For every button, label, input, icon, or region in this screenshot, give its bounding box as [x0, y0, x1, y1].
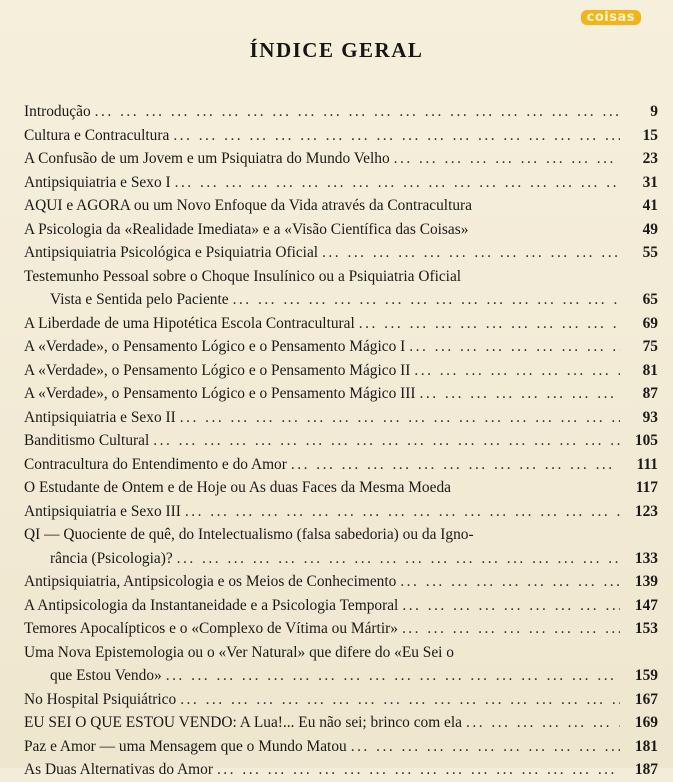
toc-entry-title: A «Verdade», o Pensamento Lógico e o Pensamento Mágico III — [24, 385, 416, 402]
toc-entry-title: Contracultura do Entendimento e do Amor — [24, 455, 287, 473]
toc-entry — [24, 735, 658, 759]
toc-entry-title: A Psicologia da «Realidade Imediata» e a «Visão Científica das Coisas» — [24, 220, 469, 238]
toc-entry-title: Uma Nova Epistemologia ou o «Ver Natural» que difere do «Eu Sei o — [24, 643, 454, 661]
dot-leader — [390, 147, 620, 171]
toc-page-number: 169 — [634, 714, 658, 731]
toc-page-number: 87 — [642, 385, 658, 402]
toc-entry — [24, 453, 658, 477]
toc-page-number: 41 — [642, 197, 658, 214]
toc-entry-title: As Duas Alternativas do Amor — [24, 761, 213, 778]
toc-entry — [24, 617, 658, 641]
toc-entry-title: No Hospital Psiquiátrico — [24, 690, 177, 708]
dot-leader — [173, 547, 620, 571]
toc-entry — [24, 124, 658, 148]
toc-entry — [24, 312, 658, 336]
toc-entry — [24, 335, 658, 359]
toc-page-number: 111 — [636, 455, 658, 473]
dot-leader — [149, 429, 620, 453]
toc-page-number: 15 — [642, 126, 658, 144]
dot-leader — [169, 124, 620, 148]
dot-leader — [213, 758, 620, 782]
toc-page-number: 75 — [642, 338, 658, 355]
toc-page-number: 65 — [642, 291, 658, 308]
toc-page-number: 187 — [634, 761, 658, 778]
dot-leader — [181, 500, 620, 524]
page-title: ÍNDICE GERAL — [249, 38, 424, 62]
toc-entry — [24, 641, 658, 688]
dot-leader — [318, 241, 620, 265]
dot-leader — [396, 570, 620, 594]
toc-entry-title: Testemunho Pessoal sobre o Choque Insulínico ou a Psiquiatria Oficial — [24, 267, 462, 285]
toc-entry-title: O Estudante de Ontem e de Hoje ou As duas Faces da Mesma Moeda — [24, 479, 451, 496]
toc-page-number: 9 — [650, 103, 658, 120]
toc-entry-title: Banditismo Cultural — [24, 432, 150, 449]
toc-page-number: 139 — [634, 573, 658, 590]
toc-entry — [24, 265, 658, 312]
dot-leader — [398, 594, 620, 618]
toc-entry-title-continued: Vista e Sentida pelo Paciente — [50, 291, 229, 308]
dot-leader — [410, 359, 620, 383]
toc-entry — [24, 688, 658, 712]
toc-page-number: 159 — [634, 667, 658, 684]
toc-entry-title: Introdução — [24, 103, 91, 120]
toc-page-number: 49 — [642, 220, 658, 238]
toc-entry-title: AQUI e AGORA ou um Novo Enfoque da Vida através da Contracultura — [24, 197, 473, 214]
toc-entry-title: A Liberdade de uma Hipotética Escola Contracultural — [24, 314, 355, 332]
dot-leader — [355, 312, 620, 336]
toc-entry-title: EU SEI O QUE ESTOU VENDO: A Lua!... Eu não sei; brinco com ela — [24, 714, 462, 731]
toc-page-number: 117 — [635, 479, 658, 496]
toc-entry-title: Paz e Amor — uma Mensagem que o Mundo Matou — [24, 737, 347, 755]
toc-entry — [24, 100, 658, 124]
toc-entry — [24, 406, 658, 430]
dot-leader — [171, 171, 620, 195]
toc-entry — [24, 429, 658, 453]
toc-entry — [24, 359, 658, 383]
toc-page-number: 123 — [634, 502, 658, 520]
toc-page-number: 69 — [642, 314, 658, 332]
toc-entry — [24, 594, 658, 618]
table-of-contents — [24, 100, 658, 782]
toc-entry-title-continued: rância (Psicologia)? — [50, 549, 173, 567]
toc-entry-title: Temores Apocalípticos e o «Complexo de Vítima ou Mártir» — [24, 620, 398, 637]
toc-entry-title: Antipsiquiatria e Sexo III — [24, 502, 181, 520]
toc-entry — [24, 500, 658, 524]
dot-leader — [162, 664, 620, 688]
toc-page-number: 31 — [642, 173, 658, 191]
toc-entry — [24, 382, 658, 406]
dot-leader — [398, 617, 620, 641]
toc-entry — [24, 241, 658, 265]
dot-leader — [176, 406, 620, 430]
toc-page-number: 181 — [634, 737, 658, 755]
dot-leader — [91, 100, 620, 124]
toc-page-number: 147 — [634, 596, 658, 614]
toc-page-number: 55 — [642, 244, 658, 261]
toc-entry — [24, 476, 658, 500]
toc-entry — [24, 194, 658, 218]
toc-entry-title: A Antipsicologia da Instantaneidade e a Psicologia Temporal — [24, 596, 399, 614]
toc-page-number: 81 — [642, 361, 658, 379]
dot-leader — [229, 288, 620, 312]
toc-entry-title-continued: que Estou Vendo» — [50, 667, 162, 684]
dot-leader — [462, 711, 620, 735]
toc-page-number: 153 — [634, 620, 658, 637]
toc-page-number: 167 — [634, 690, 658, 708]
toc-entry — [24, 171, 658, 195]
toc-page-number: 133 — [634, 549, 658, 567]
dot-leader — [287, 453, 620, 477]
toc-entry-title: Antipsiquiatria e Sexo I — [24, 173, 171, 191]
toc-entry — [24, 711, 658, 735]
toc-entry-title: A «Verdade», o Pensamento Lógico e o Pensamento Mágico II — [24, 361, 411, 379]
toc-entry — [24, 218, 658, 242]
watermark-logo: coisas — [581, 10, 641, 25]
toc-entry-title: A Confusão de um Jovem e um Psiquiatra do Mundo Velho — [24, 150, 390, 167]
toc-entry — [24, 570, 658, 594]
toc-page-number: 93 — [642, 408, 658, 426]
dot-leader — [416, 382, 620, 406]
toc-entry-title: QI — Quociente de quê, do Intelectualismo (falsa sabedoria) ou da Igno- — [24, 526, 474, 543]
toc-page-number: 23 — [642, 150, 658, 167]
toc-entry — [24, 147, 658, 171]
toc-page-number: 105 — [634, 432, 658, 449]
toc-entry-title: Antipsiquiatria, Antipsicologia e os Meios de Conhecimento — [24, 573, 397, 590]
toc-entry-title: Antipsiquiatria e Sexo II — [24, 408, 176, 426]
toc-entry-title: Cultura e Contracultura — [24, 126, 170, 144]
toc-entry-title: A «Verdade», o Pensamento Lógico e o Pensamento Mágico I — [24, 338, 406, 355]
dot-leader — [405, 335, 620, 359]
dot-leader — [176, 688, 620, 712]
toc-entry — [24, 523, 658, 570]
toc-entry — [24, 758, 658, 782]
dot-leader — [347, 735, 620, 759]
toc-entry-title: Antipsiquiatria Psicológica e Psiquiatria Oficial — [24, 244, 319, 261]
